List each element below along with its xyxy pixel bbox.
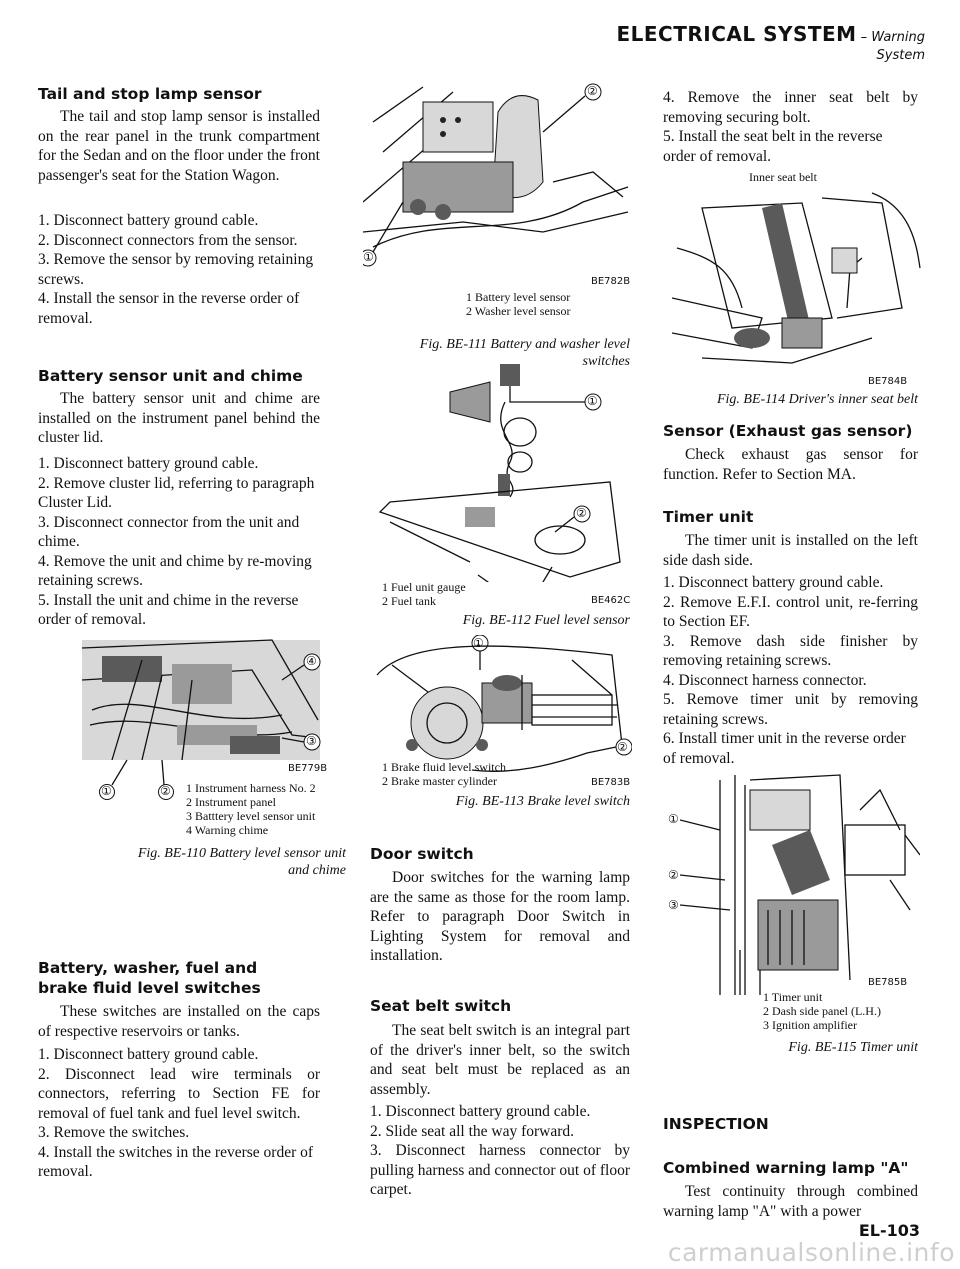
step: 1. Disconnect battery ground cable. (38, 1046, 259, 1063)
step: 5. Install the unit and chime in the reverse order of removal. (38, 591, 299, 628)
step: 4. Install the switches in the reverse order of removal. (38, 1143, 314, 1180)
callout-2: ② (576, 506, 587, 520)
figure-caption: Fig. BE-114 Driver's inner seat belt (716, 392, 918, 407)
exhaust-body: Check exhaust gas sensor for function. Refer to Section MA. (663, 446, 918, 483)
step: 3. Disconnect connector from the unit and chime. (38, 513, 300, 550)
step: 3. Remove dash side finisher by removing retaining screws. (663, 632, 918, 669)
callout-1: ① (668, 812, 679, 826)
step: 4. Disconnect harness connector. (663, 671, 867, 689)
callout-4: ④ (306, 654, 317, 668)
legend-item: 1 Timer unit (763, 990, 823, 1004)
step: 5. Install the seat belt in the reverse order of removal. (663, 128, 883, 165)
figure-legend (186, 781, 316, 837)
legend-item: 3 Ignition amplifier (763, 1018, 857, 1032)
figure-battery-washer-switches (363, 82, 633, 272)
step: 2. Disconnect connectors from the sensor. (38, 231, 298, 249)
step: 1. Disconnect battery ground cable. (38, 212, 259, 229)
step: 3. Remove the sensor by removing retaining screws. (38, 251, 314, 288)
legend-item: 3 Batttery level sensor unit (186, 809, 316, 823)
step: 2. Slide seat all the way forward. (370, 1122, 575, 1140)
level-switches-intro: These switches are installed on the caps of respective reservoirs or tanks. (38, 1003, 320, 1040)
heading-battery-chime: Battery sensor unit and chime (38, 367, 303, 385)
callout-1: ① (363, 250, 374, 264)
callout-1: ① (587, 394, 598, 408)
figure-legend (466, 290, 570, 318)
figure-code: BE785B (868, 977, 908, 988)
heading-tail-stop: Tail and stop lamp sensor (38, 85, 262, 103)
callout-2: ② (668, 868, 679, 882)
step: 1. Disconnect battery ground cable. (663, 574, 884, 591)
caption-line: switches (582, 354, 630, 369)
legend-item: 2 Washer level sensor (466, 304, 571, 318)
legend-item: 1 Instrument harness No. 2 (186, 781, 316, 795)
callout-2: ② (587, 84, 598, 98)
door-switch-body: Door switches for the warning lamp are the same as those for the room lamp. Refer to paragraph Door Switch in Lighting System for removal and installation. (370, 869, 630, 964)
page-number: EL-103 (858, 1221, 920, 1240)
figure-code: BE783B (591, 777, 631, 788)
figure-code: BE784B (868, 376, 908, 387)
figure-caption (103, 845, 346, 879)
callout-2: ② (160, 784, 171, 798)
figure-code: BE462C (591, 595, 631, 606)
figure-legend (382, 580, 466, 608)
figure-caption: Fig. BE-113 Brake level switch (455, 794, 630, 809)
legend-item: 1 Fuel unit gauge (382, 580, 466, 594)
callout-2: ② (617, 740, 628, 754)
battery-chime-intro: The battery sensor unit and chime are installed on the instrument panel behind the cluster lid. (38, 390, 320, 446)
figure-code: BE779B (288, 763, 328, 774)
timer-intro: The timer unit is installed on the left side dash side. (663, 532, 918, 569)
callout-3: ③ (668, 898, 679, 912)
heading-door-switch: Door switch (370, 845, 474, 863)
step: 2. Disconnect lead wire terminals or connectors, referring to Section FE for removal of fuel tank and fuel level switch. (38, 1065, 320, 1122)
callout-1: ① (101, 784, 112, 798)
step: 2. Remove cluster lid, referring to paragraph Cluster Lid. (38, 474, 315, 511)
step: 5. Remove timer unit by removing retaining screws. (663, 691, 918, 728)
step: 4. Install the sensor in the reverse order of removal. (38, 290, 300, 327)
step: 1. Disconnect battery ground cable. (370, 1103, 591, 1120)
seat-belt-body: The seat belt switch is an integral part of the driver's inner belt, so the switch and seat belt must be replaced as an assembly. (370, 1022, 630, 1098)
heading-level-switches-2: brake fluid level switches (38, 979, 261, 997)
step: 6. Install timer unit in the reverse order of removal. (663, 730, 906, 767)
figure-battery-sensor-chime (82, 620, 322, 800)
tail-stop-intro: The tail and stop lamp sensor is installed on the rear panel in the trunk compartment for the Sedan and on the floor under the front passenger's seat for the Station Wagon. (38, 108, 320, 184)
heading-seat-belt-switch: Seat belt switch (370, 997, 512, 1015)
step: 4. Remove the inner seat belt by removing securing bolt. (663, 89, 918, 126)
caption-line: Fig. BE-110 Battery level sensor unit (137, 846, 346, 861)
legend-item: 2 Brake master cylinder (382, 774, 497, 788)
legend-item: 1 Battery level sensor (466, 290, 571, 304)
legend-item: 1 Brake fluid level switch (382, 760, 506, 774)
caption-line: and chime (288, 863, 346, 878)
heading-level-switches: Battery, washer, fuel and (38, 959, 258, 977)
watermark: carmanualsonline.info (667, 1238, 955, 1267)
figure-timer-unit (680, 770, 920, 1000)
heading-combined-warning-lamp: Combined warning lamp "A" (663, 1159, 909, 1177)
legend-item: 4 Warning chime (186, 823, 269, 837)
step: 2. Remove E.F.I. control unit, re-ferring to Section EF. (663, 593, 918, 630)
figure-legend (763, 990, 881, 1032)
heading-exhaust-sensor: Sensor (Exhaust gas sensor) (663, 422, 913, 440)
step: 1. Disconnect battery ground cable. (38, 455, 259, 472)
figure-label: Inner seat belt (749, 170, 817, 184)
callout-3: ③ (306, 734, 317, 748)
figure-caption: Fig. BE-115 Timer unit (788, 1040, 918, 1055)
heading-inspection: INSPECTION (663, 1115, 769, 1133)
legend-item: 2 Fuel tank (382, 594, 436, 608)
figure-legend (382, 760, 506, 788)
legend-item: 2 Dash side panel (L.H.) (763, 1004, 881, 1018)
callout-1: ① (473, 636, 484, 650)
step: 3. Disconnect harness connector by pulling harness and connector out of floor carpet. (370, 1142, 630, 1198)
inspection-body: Test continuity through combined warning lamp "A" with a power (663, 1183, 918, 1220)
figure-code: BE782B (591, 276, 631, 287)
legend-item: 2 Instrument panel (186, 795, 276, 809)
page-header (585, 22, 925, 64)
header-system: ELECTRICAL SYSTEM (616, 22, 857, 46)
header-subsystem: – Warning System (860, 30, 925, 63)
figure-caption: Fig. BE-112 Fuel level sensor (462, 613, 630, 628)
step: 4. Remove the unit and chime by re-moving retaining screws. (38, 552, 312, 589)
figure-brake-level-switch (372, 635, 632, 775)
figure-inner-seat-belt (672, 188, 922, 373)
caption-line: Fig. BE-111 Battery and washer level (419, 337, 630, 352)
step: 3. Remove the switches. (38, 1124, 190, 1141)
heading-timer-unit: Timer unit (663, 508, 754, 526)
